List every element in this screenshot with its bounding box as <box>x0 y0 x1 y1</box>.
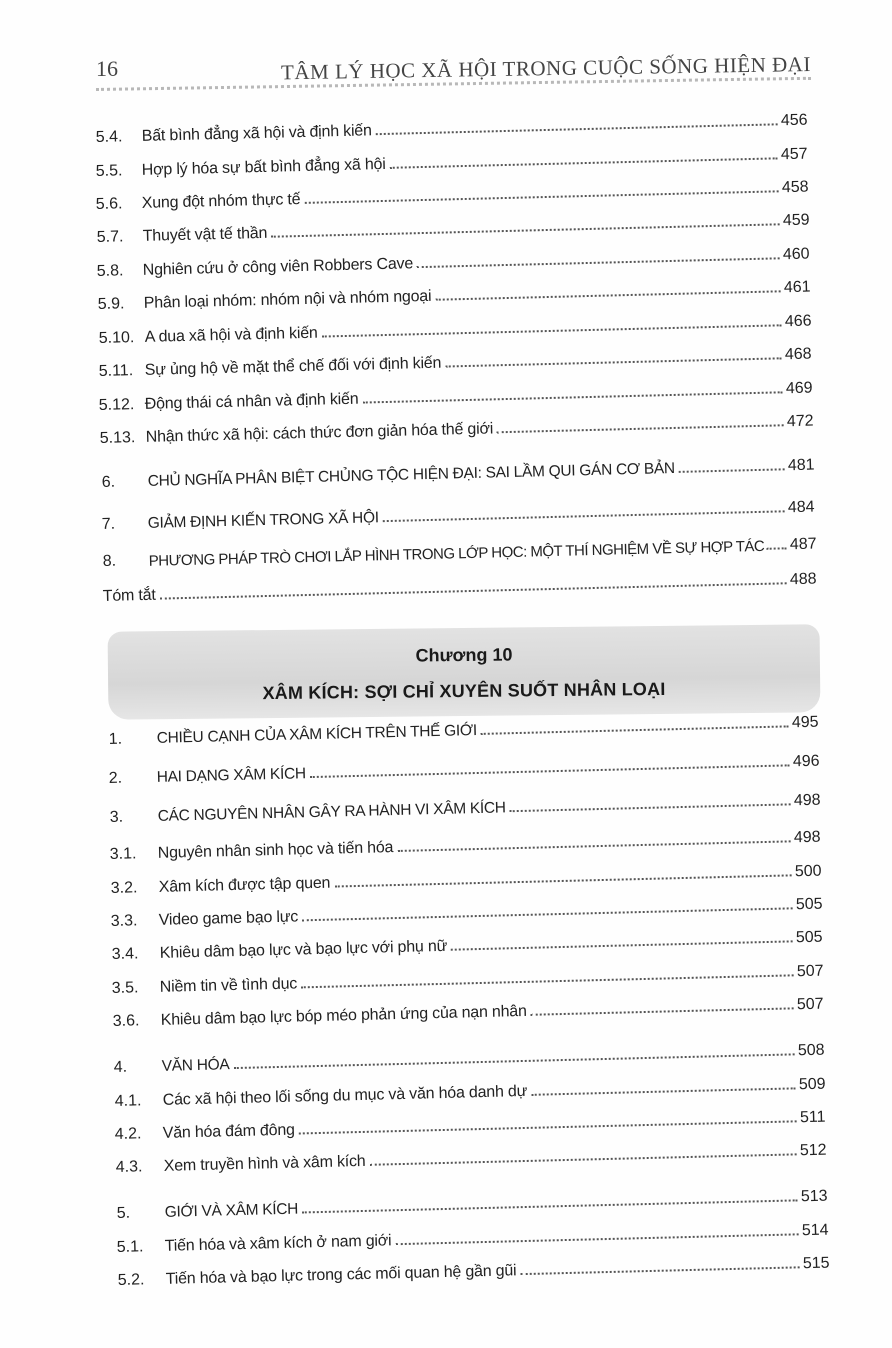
toc-entry-6: 6. CHỦ NGHĨA PHÂN BIỆT CHỦNG TỘC HIỆN ĐẠI: SAI LẦM QUI GÁN CƠ BẢN 481 <box>101 456 815 492</box>
toc-entry-c10-4-3: 4.3. Xem truyền hình và xâm kích 512 <box>115 1141 827 1177</box>
toc-entry-5-9: 5.9. Phân loại nhóm: nhóm nội và nhóm ngoại 461 <box>97 278 811 314</box>
toc-entry-c10-4: 4. VĂN HÓA 508 <box>113 1041 825 1077</box>
toc-entry-c10-3-3: 3.3. Video game bạo lực 505 <box>110 895 823 931</box>
toc-entry-c10-5: 5. GIỚI VÀ XÂM KÍCH 513 <box>116 1187 828 1223</box>
toc-entry-c10-3-5: 3.5. Niềm tin về tình dục 507 <box>111 962 824 998</box>
toc-entry-c10-4-2: 4.2. Văn hóa đám đông 511 <box>114 1108 826 1144</box>
toc-entry-c10-5-1: 5.1. Tiến hóa và xâm kích ở nam giới 514 <box>116 1221 829 1257</box>
toc-entry-5-13: 5.13. Nhận thức xã hội: cách thức đơn giản hóa thế giới 472 <box>99 412 814 448</box>
chapter-heading-band <box>108 624 821 719</box>
toc-entry-5-12: 5.12. Động thái cá nhân và định kiến 469 <box>98 379 813 415</box>
chapter-number: Chương 10 <box>415 644 513 666</box>
toc-entry-5-8: 5.8. Nghiên cứu ở công viên Robbers Cave 460 <box>96 245 810 281</box>
chapter-title: XÂM KÍCH: SỢI CHỈ XUYÊN SUỐT NHÂN LOẠI <box>262 678 666 704</box>
toc-entry-c10-2: 2. HAI DẠNG XÂM KÍCH 496 <box>108 752 820 788</box>
toc-entry-5-7: 5.7. Thuyết vật tế thần 459 <box>96 211 810 247</box>
toc-entry-c10-4-1: 4.1. Các xã hội theo lối sống du mục và văn hóa danh dự 509 <box>114 1075 826 1111</box>
toc-entry-5-4: 5.4. Bất bình đẳng xã hội và định kiến 456 <box>95 111 808 147</box>
toc-entry-c10-3-6: 3.6. Khiêu dâm bạo lực bóp méo phản ứng của nạn nhân 507 <box>112 995 824 1031</box>
toc-entry-5-11: 5.11. Sự ủng hộ về mặt thể chế đối với định kiến 468 <box>98 345 812 381</box>
toc-entry-c10-3-1: 3.1. Nguyên nhân sinh học và tiến hóa 498 <box>109 828 821 864</box>
running-title: TÂM LÝ HỌC XÃ HỘI TRONG CUỘC SỐNG HIỆN ĐẠI <box>281 52 812 85</box>
toc-entry-c10-5-2: 5.2. Tiến hóa và bạo lực trong các mối quan hệ gần gũi 515 <box>117 1254 830 1290</box>
toc-entry-c10-3-4: 3.4. Khiêu dâm bạo lực và bạo lực với phụ nữ 505 <box>111 928 823 964</box>
toc-entry-5-10: 5.10. A dua xã hội và định kiến 466 <box>98 312 812 348</box>
toc-entry-c10-3-2: 3.2. Xâm kích được tập quen 500 <box>110 862 822 898</box>
toc-entry-c10-3: 3. CÁC NGUYÊN NHÂN GÂY RA HÀNH VI XÂM KÍCH 498 <box>109 791 821 827</box>
toc-entry-7: 7. GIẢM ĐỊNH KIẾN TRONG XÃ HỘI 484 <box>101 498 815 534</box>
toc-entry-c10-1: 1. CHIỀU CẠNH CỦA XÂM KÍCH TRÊN THẾ GIỚI 495 <box>108 713 819 749</box>
page-number: 16 <box>96 56 118 81</box>
toc-entry-5-5: 5.5. Hợp lý hóa sự bất bình đẳng xã hội 457 <box>95 145 808 181</box>
toc-entry-5-6: 5.6. Xung đột nhóm thực tế 458 <box>95 178 809 214</box>
toc-entry-summary: Tóm tắt 488 <box>102 570 817 606</box>
toc-entry-8: 8. PHƯƠNG PHÁP TRÒ CHƠI LẮP HÌNH TRONG LỚP HỌC: MỘT THÍ NGHIỆM VỀ SỰ HỢP TÁC 487 <box>102 535 817 571</box>
